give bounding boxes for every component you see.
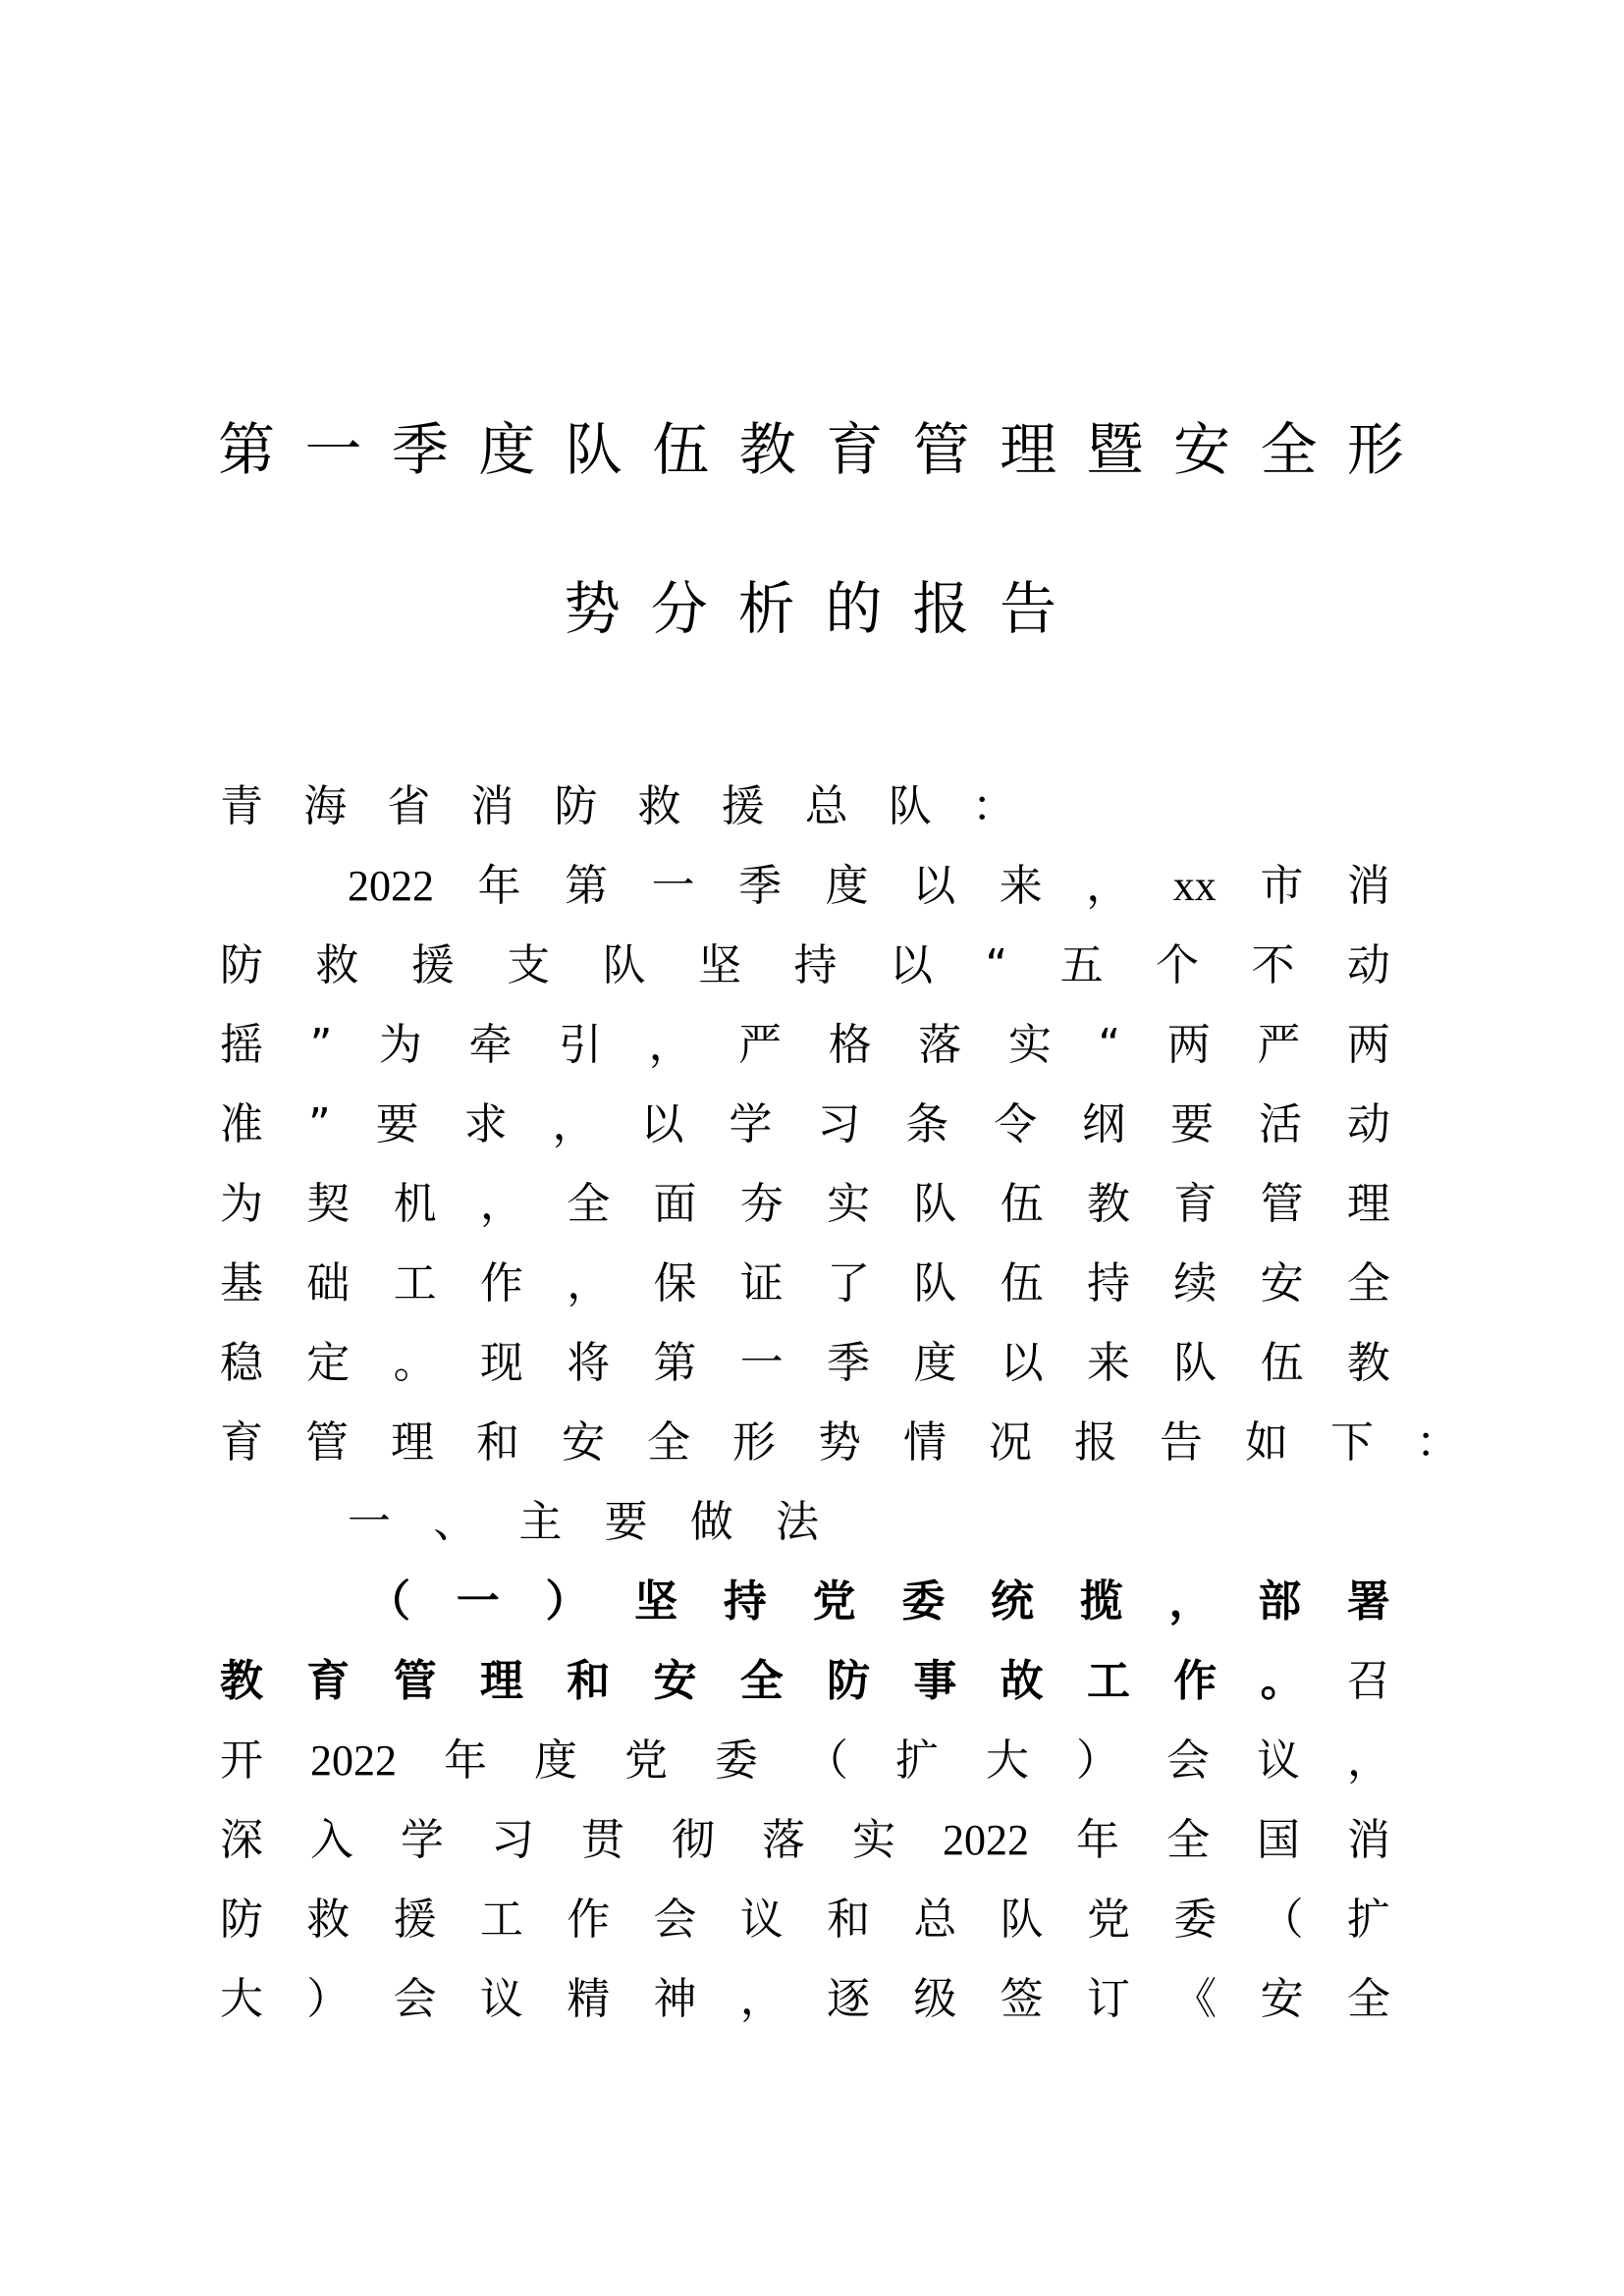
char: 度 — [534, 1735, 577, 1786]
char: 准 — [220, 1099, 263, 1149]
char: 工 — [1086, 1656, 1130, 1706]
char: 救 — [315, 940, 359, 990]
char: 防 — [220, 940, 263, 990]
char: 和 — [476, 1417, 519, 1468]
char: 不 — [1251, 940, 1295, 990]
char: 现 — [479, 1338, 523, 1388]
char: 2022 — [943, 1816, 1029, 1864]
char: 夯 — [739, 1179, 784, 1229]
char: 第 — [565, 861, 609, 911]
char: 委 — [901, 1576, 946, 1627]
char: 队 — [602, 940, 646, 990]
char: 大 — [220, 1974, 263, 2024]
char: 队 — [1173, 1338, 1218, 1388]
char: 将 — [567, 1338, 611, 1388]
char: 一 — [304, 416, 362, 483]
char: 工 — [479, 1895, 523, 1945]
char: 大 — [986, 1735, 1029, 1786]
char: 如 — [1245, 1417, 1288, 1468]
char: 实 — [827, 1179, 871, 1229]
char: 为 — [378, 1020, 422, 1070]
char: 消 — [470, 781, 514, 831]
char: ， — [567, 1258, 611, 1308]
char: 格 — [828, 1020, 872, 1070]
char: 季 — [738, 861, 783, 911]
char: （ — [367, 1576, 410, 1627]
char: 引 — [559, 1020, 603, 1070]
char: 主 — [518, 1497, 563, 1547]
char: 纲 — [1082, 1099, 1126, 1149]
char: 严 — [1257, 1020, 1301, 1070]
char: 要 — [604, 1497, 648, 1547]
char: 势 — [564, 575, 622, 642]
char: 面 — [653, 1179, 697, 1229]
char: 要 — [375, 1099, 419, 1149]
char: 落 — [762, 1815, 805, 1865]
char: 和 — [827, 1895, 871, 1945]
char: 持 — [723, 1576, 767, 1627]
char: 防 — [827, 1656, 871, 1706]
char: 情 — [903, 1417, 947, 1468]
char: 安 — [1260, 1974, 1304, 2024]
char: 安 — [1172, 416, 1230, 483]
char: 基 — [220, 1258, 263, 1308]
char: 分 — [650, 575, 708, 642]
title-line-1 — [218, 410, 1404, 489]
char: 形 — [732, 1417, 776, 1468]
char: 管 — [393, 1656, 437, 1706]
char: 管 — [305, 1417, 349, 1468]
subsection-heading-line-1 — [367, 1573, 1390, 1631]
char: 以 — [640, 1099, 684, 1149]
char: 学 — [729, 1099, 773, 1149]
body-line-5 — [220, 1175, 1390, 1234]
char: 。 — [393, 1338, 437, 1388]
char: ， — [479, 1179, 523, 1229]
char: 委 — [715, 1735, 758, 1786]
char: 故 — [1000, 1656, 1044, 1706]
char: 工 — [393, 1258, 437, 1308]
char: 委 — [1173, 1895, 1218, 1945]
body-line-7 — [220, 1334, 1390, 1393]
char: 保 — [653, 1258, 697, 1308]
char: 形 — [1346, 416, 1404, 483]
char: 总 — [804, 781, 848, 831]
char: 度 — [478, 416, 536, 483]
char: 以 — [889, 940, 933, 990]
body-line-6 — [220, 1255, 1390, 1313]
char: 会 — [393, 1974, 437, 2024]
section-heading — [348, 1493, 819, 1552]
char: 度 — [913, 1338, 957, 1388]
char: ： — [1416, 1417, 1459, 1468]
char: 来 — [1086, 1338, 1130, 1388]
char: 法 — [775, 1497, 819, 1547]
body-line-3 — [220, 1016, 1390, 1075]
char: 稳 — [220, 1338, 263, 1388]
char: 党 — [624, 1735, 668, 1786]
char: 以 — [912, 861, 956, 911]
char: 教 — [1086, 1179, 1130, 1229]
char: 活 — [1259, 1099, 1303, 1149]
char: 告 — [999, 575, 1056, 642]
char: 精 — [567, 1974, 611, 2024]
subsection-line-4 — [220, 1970, 1390, 2029]
char: 持 — [1086, 1258, 1130, 1308]
char: 动 — [1346, 940, 1390, 990]
char: 管 — [912, 416, 970, 483]
char: 动 — [1346, 1099, 1390, 1149]
char: 报 — [912, 575, 970, 642]
char: 第 — [653, 1338, 697, 1388]
char: 管 — [1260, 1179, 1304, 1229]
char: 全 — [1346, 1258, 1390, 1308]
char: ， — [648, 1020, 692, 1070]
char: 育 — [220, 1417, 263, 1468]
subsection-heading-line-2 — [220, 1652, 1390, 1711]
char: 海 — [303, 781, 348, 831]
char: 理 — [1000, 416, 1057, 483]
char: 习 — [817, 1099, 861, 1149]
char: 、 — [433, 1497, 477, 1547]
char: ， — [1347, 1735, 1390, 1786]
char: 国 — [1257, 1815, 1300, 1865]
char: 报 — [1074, 1417, 1117, 1468]
char: 订 — [1086, 1974, 1130, 2024]
char: 事 — [913, 1656, 957, 1706]
char: 队 — [1000, 1895, 1044, 1945]
char: 召 — [1346, 1656, 1390, 1706]
char: 一 — [456, 1576, 500, 1627]
char: 牵 — [468, 1020, 513, 1070]
char: 个 — [1156, 940, 1200, 990]
char: 揽 — [1079, 1576, 1123, 1627]
char: 习 — [491, 1815, 534, 1865]
char: ， — [552, 1099, 596, 1149]
char: 作 — [1173, 1656, 1218, 1706]
char: 一 — [348, 1497, 391, 1547]
char: 议 — [479, 1974, 523, 2024]
char: 支 — [507, 940, 551, 990]
char: 神 — [653, 1974, 697, 2024]
char: 全 — [567, 1179, 611, 1229]
char: 全 — [1260, 416, 1318, 483]
char: 伍 — [1000, 1258, 1044, 1308]
char: 落 — [918, 1020, 962, 1070]
char: 契 — [306, 1179, 351, 1229]
char: 青 — [220, 781, 263, 831]
char: 深 — [220, 1815, 263, 1865]
char: 度 — [825, 861, 869, 911]
char: 年 — [477, 861, 521, 911]
body-line-8 — [220, 1414, 1459, 1472]
char: 队 — [565, 416, 623, 483]
char: 会 — [653, 1895, 697, 1945]
char: 队 — [888, 781, 932, 831]
char: 署 — [1346, 1576, 1390, 1627]
char: ， — [739, 1974, 784, 2024]
char: 签 — [1000, 1974, 1044, 2024]
body-line-4 — [220, 1095, 1390, 1154]
char: 安 — [562, 1417, 605, 1468]
char: 告 — [1160, 1417, 1203, 1468]
char: 救 — [306, 1895, 351, 1945]
char: 机 — [393, 1179, 437, 1229]
char: 扩 — [895, 1735, 939, 1786]
char: 援 — [410, 940, 455, 990]
char: 季 — [827, 1338, 871, 1388]
char: 教 — [738, 416, 796, 483]
char: 定 — [306, 1338, 351, 1388]
char: 统 — [991, 1576, 1035, 1627]
char: 援 — [721, 781, 765, 831]
char: 教 — [1346, 1338, 1390, 1388]
char: “ — [985, 940, 1008, 990]
char: 一 — [739, 1338, 784, 1388]
char: 和 — [567, 1656, 611, 1706]
char: 坚 — [698, 940, 742, 990]
char: 严 — [738, 1020, 783, 1070]
char: 育 — [306, 1656, 351, 1706]
char: 础 — [306, 1258, 351, 1308]
char: 总 — [913, 1895, 957, 1945]
char: 求 — [463, 1099, 508, 1149]
char: 况 — [989, 1417, 1032, 1468]
char: 《 — [1173, 1974, 1218, 2024]
char: 两 — [1166, 1020, 1211, 1070]
char: 贯 — [581, 1815, 624, 1865]
title-line-2 — [564, 569, 1056, 648]
char: （ — [805, 1735, 848, 1786]
char: 学 — [401, 1815, 444, 1865]
char: 党 — [812, 1576, 856, 1627]
char: 理 — [479, 1656, 523, 1706]
char: 来 — [999, 861, 1043, 911]
char: 队 — [913, 1258, 957, 1308]
char: ” — [307, 1099, 331, 1149]
char: 党 — [1086, 1895, 1130, 1945]
char: 育 — [1173, 1179, 1218, 1229]
char: 2022 — [348, 862, 434, 910]
char: 全 — [739, 1656, 784, 1706]
body-line-2 — [220, 936, 1390, 995]
char: ） — [545, 1576, 589, 1627]
char: 五 — [1059, 940, 1104, 990]
char: 会 — [1166, 1735, 1210, 1786]
char: 省 — [387, 781, 431, 831]
char: 安 — [653, 1656, 697, 1706]
salutation — [220, 777, 1015, 836]
char: ） — [306, 1974, 351, 2024]
char: 析 — [737, 575, 795, 642]
char: 一 — [651, 861, 695, 911]
char: 摇 — [220, 1020, 263, 1070]
subsection-line-2 — [220, 1811, 1390, 1870]
char: 消 — [1347, 1815, 1390, 1865]
char: xx — [1172, 862, 1217, 910]
char: 伍 — [1000, 1179, 1044, 1229]
char: 扩 — [1346, 1895, 1390, 1945]
char: 的 — [825, 575, 883, 642]
char: 伍 — [652, 416, 710, 483]
char: 为 — [220, 1179, 263, 1229]
char: 全 — [647, 1417, 690, 1468]
char: 消 — [1346, 861, 1390, 911]
char: 续 — [1173, 1258, 1218, 1308]
char: 育 — [826, 416, 884, 483]
char: 作 — [567, 1895, 611, 1945]
char: 第 — [218, 416, 276, 483]
char: 作 — [479, 1258, 523, 1308]
char: 势 — [818, 1417, 861, 1468]
char: 两 — [1346, 1020, 1390, 1070]
char: 伍 — [1260, 1338, 1304, 1388]
subsection-line-3 — [220, 1891, 1390, 1949]
char: 坚 — [634, 1576, 678, 1627]
body-line-1 — [348, 857, 1390, 916]
char: 下 — [1330, 1417, 1374, 1468]
char: 做 — [689, 1497, 733, 1547]
char: 防 — [220, 1895, 263, 1945]
char: 议 — [739, 1895, 784, 1945]
char: 逐 — [827, 1974, 871, 2024]
char: 实 — [1007, 1020, 1052, 1070]
char: 实 — [852, 1815, 895, 1865]
char: 防 — [554, 781, 598, 831]
char: 令 — [994, 1099, 1038, 1149]
char: 持 — [793, 940, 838, 990]
char: 以 — [1000, 1338, 1044, 1388]
char: 条 — [905, 1099, 949, 1149]
char: 援 — [393, 1895, 437, 1945]
char: 市 — [1260, 861, 1304, 911]
char: 级 — [913, 1974, 957, 2024]
char: 要 — [1170, 1099, 1215, 1149]
char: ） — [1076, 1735, 1119, 1786]
char: 开 — [220, 1735, 263, 1786]
char: 暨 — [1086, 416, 1144, 483]
char: 了 — [827, 1258, 871, 1308]
char: ， — [1086, 861, 1130, 911]
char: 证 — [739, 1258, 784, 1308]
char: 年 — [1076, 1815, 1119, 1865]
char: 2022 — [310, 1736, 397, 1785]
char: 。 — [1260, 1656, 1304, 1706]
char: ” — [309, 1020, 333, 1070]
char: ： — [971, 781, 1015, 831]
char: 救 — [637, 781, 681, 831]
char: 理 — [391, 1417, 434, 1468]
char: 全 — [1346, 1974, 1390, 2024]
char: 全 — [1166, 1815, 1210, 1865]
subsection-line-1 — [220, 1732, 1390, 1790]
char: 教 — [220, 1656, 263, 1706]
char: （ — [1260, 1895, 1304, 1945]
char: “ — [1098, 1020, 1121, 1070]
char: 彻 — [672, 1815, 715, 1865]
char: 队 — [913, 1179, 957, 1229]
char: 理 — [1346, 1179, 1390, 1229]
char: 季 — [391, 416, 449, 483]
char: ， — [1168, 1576, 1213, 1627]
char: 议 — [1257, 1735, 1300, 1786]
char: 入 — [310, 1815, 353, 1865]
char: 年 — [444, 1735, 487, 1786]
char: 安 — [1260, 1258, 1304, 1308]
char: 部 — [1258, 1576, 1302, 1627]
